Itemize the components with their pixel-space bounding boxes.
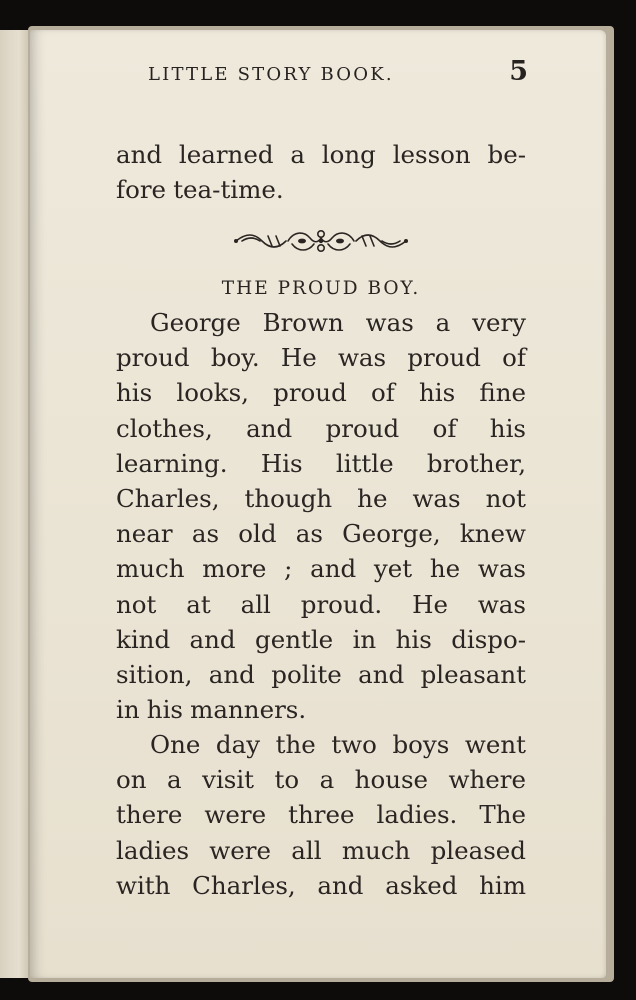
page-number: 5 xyxy=(509,56,528,87)
text-line: kind and gentle in his dispo- xyxy=(116,624,526,654)
paragraph-1 xyxy=(116,305,526,727)
text-line: clothes, and proud of his xyxy=(116,413,526,443)
running-head xyxy=(148,56,528,96)
text-line: and learned a long lesson be- xyxy=(116,140,526,169)
section-title: THE PROUD BOY. xyxy=(221,278,421,299)
text-line: George Brown was a very xyxy=(150,308,526,337)
running-head-title: LITTLE STORY BOOK. xyxy=(148,64,394,85)
text-line: much more ; and yet he was xyxy=(116,554,526,584)
text-line: ladies were all much pleased xyxy=(116,835,526,865)
paragraph-2 xyxy=(116,727,526,903)
text-line: on a visit to a house where xyxy=(116,765,526,795)
text-line: his looks, proud of his fine xyxy=(116,378,526,408)
text-line: learning. His little brother, xyxy=(116,448,526,478)
text-line: near as old as George, knew xyxy=(116,519,526,549)
text-line: proud boy. He was proud of xyxy=(116,343,526,373)
text-line: there were three ladies. The xyxy=(116,800,526,830)
text-line: not at all proud. He was xyxy=(116,589,526,619)
text-line: with Charles, and asked him xyxy=(116,870,526,900)
text-line: in his manners. xyxy=(116,695,307,725)
top-paragraph xyxy=(116,137,526,207)
text-line: Charles, though he was not xyxy=(116,483,526,513)
text-line: sition, and polite and pleasant xyxy=(116,659,526,689)
text-line: fore tea-time. xyxy=(116,175,284,205)
text-line: One day the two boys went xyxy=(150,730,526,759)
ornament-divider xyxy=(232,226,410,256)
